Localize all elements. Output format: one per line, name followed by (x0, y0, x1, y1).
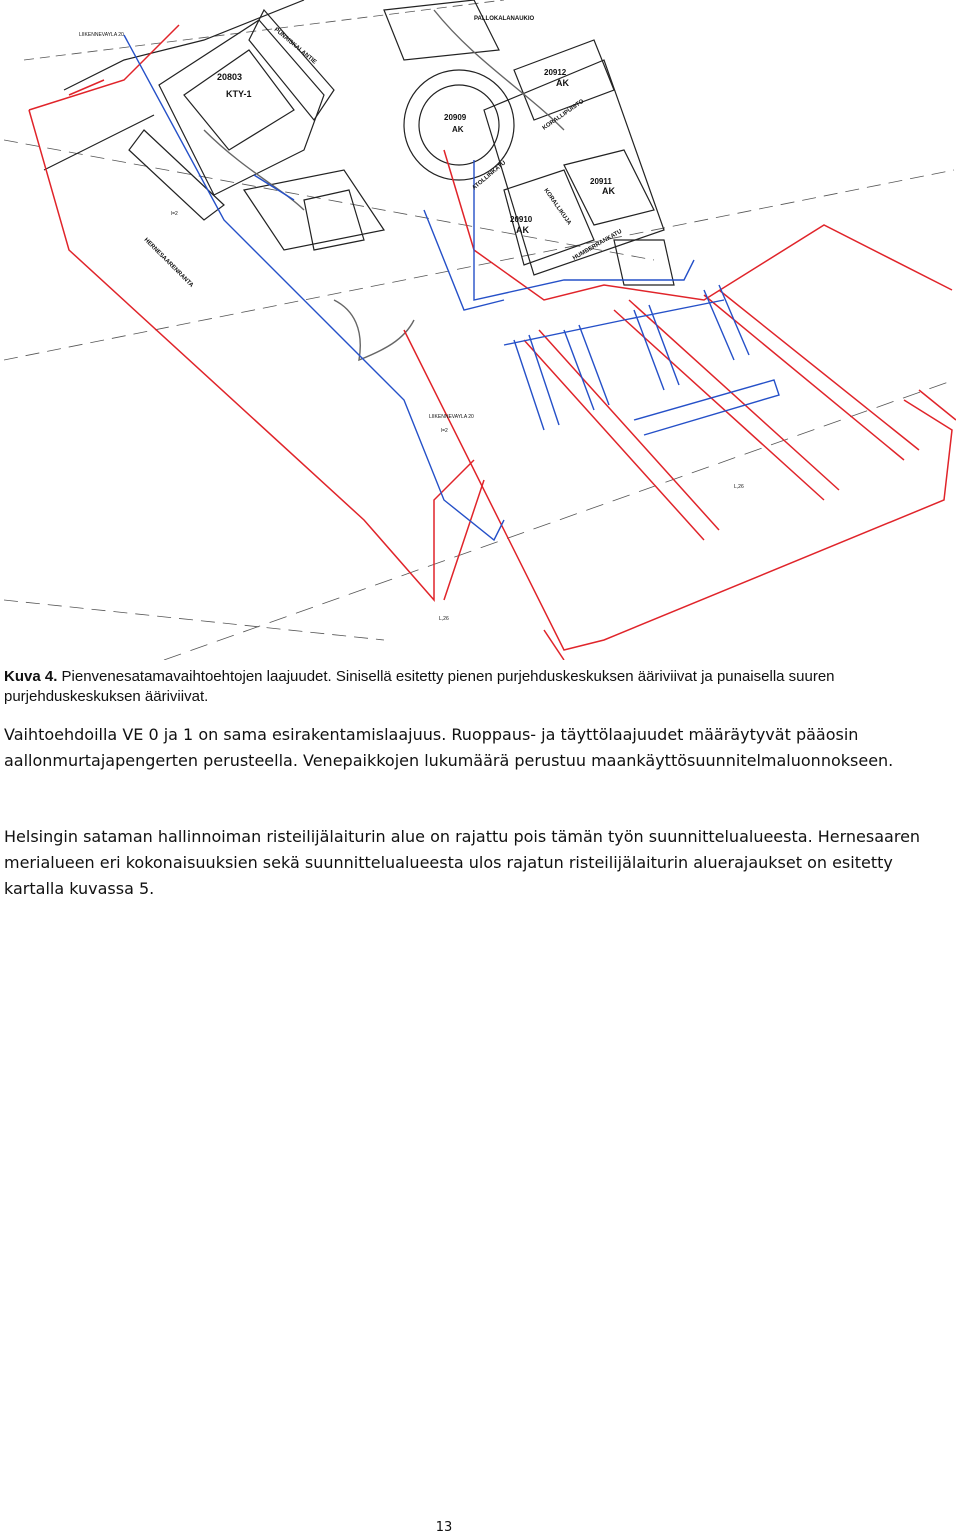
zone-label: AK (452, 125, 464, 134)
street-label: HERNESAARENRANTA (142, 237, 195, 289)
block-label: 20910 (510, 215, 533, 224)
figure-caption (4, 667, 952, 707)
block-label: 20909 (444, 113, 467, 122)
base-map-lines (4, 0, 954, 660)
street-label: ATOLLINKATU (471, 160, 508, 192)
large-harbour-outline (29, 25, 956, 660)
block-label: 20803 (217, 72, 243, 82)
zone-label: KTY-1 (226, 89, 252, 99)
depth-label: L,26 (439, 616, 449, 622)
street-label: HUMBERRANKATU (572, 228, 624, 262)
level-label: LIIKENNEVAYLA 20 (429, 414, 474, 420)
small-harbour-outline (124, 35, 779, 540)
zone-label: AK (516, 225, 529, 235)
depth-label: l=2 (171, 211, 178, 217)
map-labels (79, 16, 744, 622)
zone-label: AK (602, 186, 615, 196)
zone-label: AK (556, 78, 569, 88)
harbour-plan-map (4, 0, 956, 660)
street-label: KORALLIPUISTO (541, 98, 586, 132)
plan-blocks (44, 0, 674, 285)
body-paragraph: Helsingin sataman hallinnoiman risteilijälaiturin alue on rajattu pois tämän työn suunnittelualueesta. Hernesaaren merialueen eri kokonaisuuksien sekä suunnittelualueesta ulos rajatun risteilijälaiturin aluerajaukset on esitetty kartalla kuvassa 5. (4, 827, 921, 898)
caption-label: Kuva 4. (4, 668, 58, 685)
level-label: LIIKENNEVAYLA 20 (79, 32, 124, 38)
street-label: KORALLIKUJA (542, 187, 572, 227)
street-label: PUNAISKALANTIE (272, 26, 318, 66)
block-label: 20912 (544, 68, 567, 77)
depth-label: l=2 (441, 428, 448, 434)
depth-label: L,26 (734, 484, 744, 490)
street-label: PALLOKALANAUKIO (474, 16, 535, 22)
caption-text: Pienvenesatamavaihtoehtojen laajuudet. Sinisellä esitetty pienen purjehduskeskuksen ääriviivat ja punaisella suuren purjehduskeskuksen ääriviivat. (4, 668, 835, 705)
body-paragraph: Vaihtoehdoilla VE 0 ja 1 on sama esirakentamislaajuus. Ruoppaus- ja täyttölaajuudet määräytyvät pääosin aallonmurtajapengerten perusteella. Venepaikkojen lukumäärä perustuu maankäyttösuunnitelmaluonnokseen. (4, 725, 894, 770)
page-number: 13 (435, 1520, 453, 1535)
block-label: 20911 (590, 177, 612, 186)
